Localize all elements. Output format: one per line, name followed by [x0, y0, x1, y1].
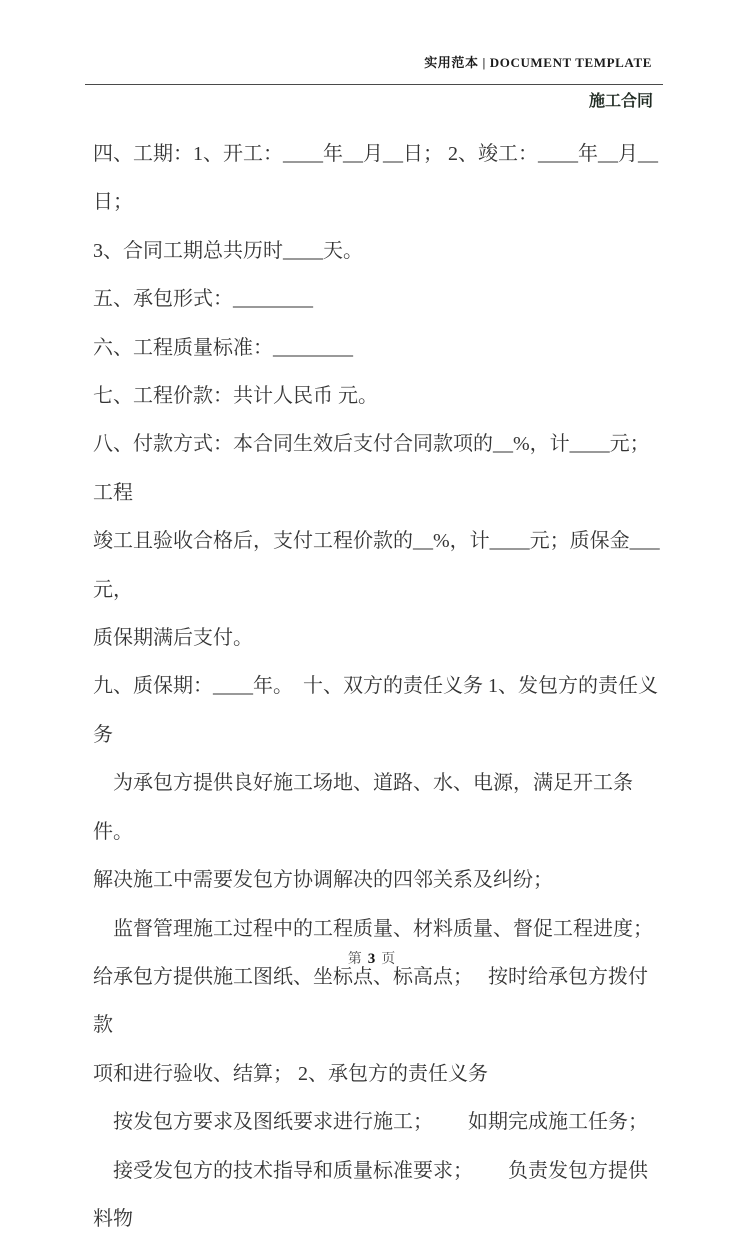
contract-line-employer-duty-4: 给承包方提供施工图纸、坐标点、标高点； 按时给承包方拨付款 — [93, 965, 648, 1037]
document-title: 施工合同 — [588, 93, 653, 110]
contract-line-duration: 四、工期：1、开工：____年__月__日； 2、竣工：____年__月__日； — [93, 143, 658, 214]
page-header — [0, 0, 744, 111]
contract-line-contractor-duty-3: 接受发包方的技术指导和质量标准要求； 负责发包方提供料物 — [93, 1159, 648, 1230]
contract-line-payment-3: 质保期满后支付。 — [93, 627, 253, 650]
page-footer — [0, 948, 744, 968]
contract-line-project-price: 七、工程价款：共计人民币 元。 — [93, 385, 378, 408]
header-brand: 实用范本 | DOCUMENT TEMPLATE — [424, 55, 652, 70]
contract-line-quality-standard: 六、工程质量标准：________ — [93, 336, 353, 359]
footer-page-number: 3 — [367, 951, 377, 967]
contract-line-employer-duty-2: 解决施工中需要发包方协调解决的四邻关系及纠纷； — [93, 869, 553, 892]
contract-line-duration-total: 3、合同工期总共历时____天。 — [93, 239, 363, 262]
contract-line-warranty: 九、质保期：____年。 十、双方的责任义务 1、发包方的责任义务 — [93, 675, 658, 746]
contract-line-contractor-duty-2: 按发包方要求及图纸要求进行施工； 如期完成施工任务； — [93, 1111, 648, 1134]
contract-line-employer-duty-1: 为承包方提供良好施工场地、道路、水、电源，满足开工条件。 — [93, 772, 633, 843]
contract-line-contractor-duty-1: 项和进行验收、结算； 2、承包方的责任义务 — [93, 1062, 488, 1085]
contract-body — [93, 130, 660, 1243]
contract-line-employer-duty-3: 监督管理施工过程中的工程质量、材料质量、督促工程进度； — [93, 917, 653, 940]
contract-line-payment-1: 八、付款方式：本合同生效后支付合同款项的__%，计____元；工程 — [93, 433, 650, 504]
footer-page-prefix: 第 — [347, 952, 363, 967]
header-divider — [85, 84, 663, 85]
footer-page-suffix: 页 — [381, 952, 397, 967]
contract-line-payment-2: 竣工且验收合格后，支付工程价款的__%，计____元；质保金___元， — [93, 530, 660, 601]
contract-line-contract-form: 五、承包形式：________ — [93, 288, 313, 311]
